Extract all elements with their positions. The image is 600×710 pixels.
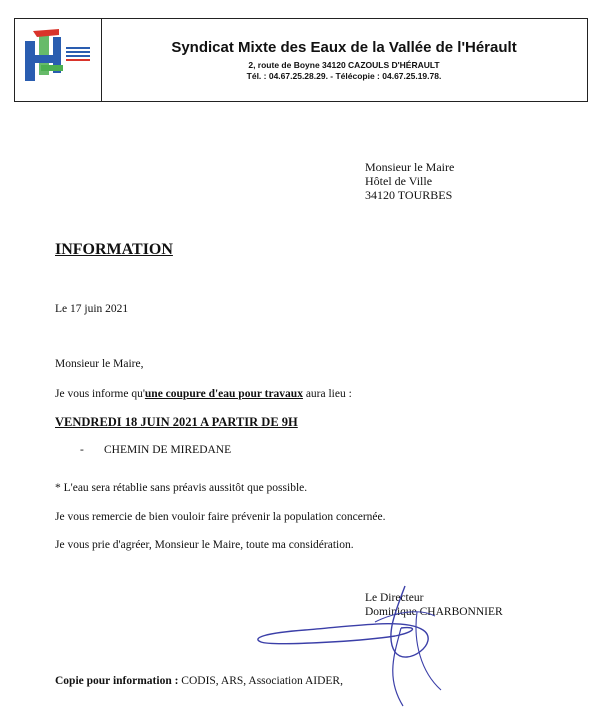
thanks-paragraph: Je vous remercie de bien vouloir faire prévenir la population concernée. bbox=[55, 511, 386, 523]
organization-name: Syndicat Mixte des Eaux de la Vallée de l'Hérault bbox=[171, 39, 517, 56]
restoration-note: * L'eau sera rétablie sans préavis aussitôt que possible. bbox=[55, 482, 308, 494]
street-name: CHEMIN DE MIREDANE bbox=[104, 444, 232, 456]
list-dash: - bbox=[80, 444, 84, 456]
salutation: Monsieur le Maire, bbox=[55, 358, 144, 370]
outage-datetime: VENDREDI 18 JUIN 2021 A PARTIR DE 9H bbox=[55, 415, 298, 429]
logo-cell bbox=[15, 19, 102, 101]
organization-phone: Tél. : 04.67.25.28.29. - Télécopie : 04.67.25.19.78. bbox=[246, 71, 442, 81]
recipient-line: Hôtel de Ville bbox=[365, 174, 433, 188]
signatory-title: Le Directeur bbox=[365, 592, 424, 604]
copy-recipients bbox=[55, 675, 343, 687]
handwritten-signature bbox=[245, 582, 445, 710]
copy-list: CODIS, ARS, Association AIDER, bbox=[178, 675, 343, 687]
organization-address: 2, route de Boyne 34120 CAZOULS D'HÉRAULT bbox=[248, 60, 440, 70]
inform-paragraph bbox=[55, 388, 352, 400]
organization-info bbox=[101, 19, 587, 101]
letterhead bbox=[14, 18, 588, 102]
organization-logo bbox=[19, 25, 95, 95]
recipient-address bbox=[365, 160, 454, 202]
letter-date: Le 17 juin 2021 bbox=[55, 303, 129, 315]
affected-street bbox=[80, 444, 231, 456]
inform-emphasis: une coupure d'eau pour travaux bbox=[144, 388, 303, 400]
copy-label: Copie pour information : bbox=[55, 675, 179, 687]
closing-paragraph: Je vous prie d'agréer, Monsieur le Maire, toute ma considération. bbox=[55, 539, 354, 551]
recipient-line: 34120 TOURBES bbox=[365, 188, 453, 202]
inform-text-start: Je vous informe qu' bbox=[55, 388, 145, 400]
signatory-name: Dominique CHARBONNIER bbox=[365, 606, 503, 618]
recipient-line: Monsieur le Maire bbox=[365, 160, 455, 174]
inform-text-end: aura lieu : bbox=[302, 388, 352, 400]
document-title: INFORMATION bbox=[55, 241, 173, 258]
